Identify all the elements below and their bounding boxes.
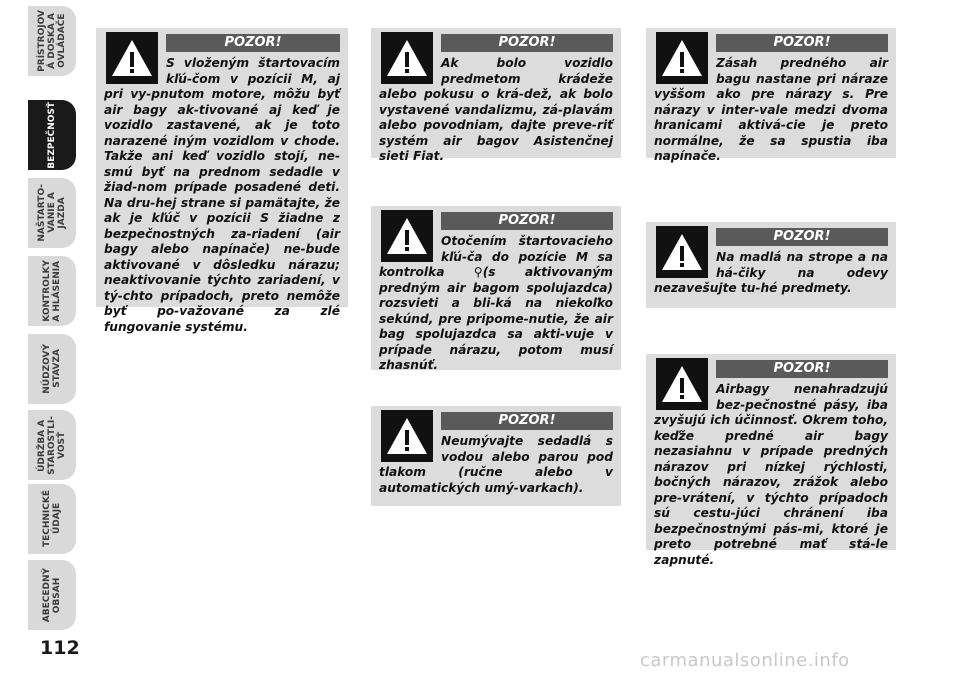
tab-bezpecnost[interactable] [28,100,76,170]
tab-pristrojova-doska[interactable] [28,6,76,76]
tab-label: ABECEDNÝ OBSAH [42,567,62,623]
warning-triangle-icon [381,32,433,84]
warning-box [371,28,621,163]
tab-label: NAŠTARTO- VANIE A JAZDA [37,184,67,242]
tab-nudzovy-stav[interactable] [28,334,76,404]
warning-triangle-icon [656,226,708,278]
tab-label: ÚDRŽBA A STAROSTLI- VOSŤ [37,415,67,475]
warning-box [646,354,896,567]
tab-label: TECHNICKÉ ÚDAJE [42,490,62,548]
warning-text [104,56,340,335]
tab-label: KONTROLKY A HLÁSENIA [42,260,62,322]
warning-title: POZOR! [441,34,613,52]
warning-triangle-icon [656,32,708,84]
warning-title: POZOR! [716,228,888,246]
warning-box [646,222,896,308]
warning-triangle-icon [381,210,433,262]
warning-title: POZOR! [441,412,613,430]
warning-text-content: Neumývajte sedadlá s vodou alebo parou pod tlakom (ručne alebo v automatických umý-varkach). [379,434,613,495]
warning-triangle-icon [656,358,708,410]
warning-box [646,28,896,163]
tab-nastartovanie[interactable] [28,178,76,248]
warning-title: POZOR! [166,34,340,52]
warning-title: POZOR! [716,34,888,52]
warning-text-content: Otočením štartovacieho kľú-ča do pozície M sa kontrolka ⚲(s aktivovaným predným air bagom spolujazdca) rozsvieti a bli-ká na niekoľko sekúnd, pre pripome-nutie, že air bag spolujazdca sa akti-vuje v prípade nárazu, potom musí zhasnúť. [379,234,613,372]
warning-text-content: Airbagy nenahradzujú bez-pečnostné pásy, iba zvyšujú ich účinnosť. Okrem toho, keďže predné air bagy nezasiahnu v prípade predných nárazov pri nízkej rýchlosti, bočných nárazov, zrážok alebo pre-vrátení, v týchto prípadoch sú cestu-júci chránení iba bezpečnostnými pás-mi, ktoré je preto potrebné mať stá-le zapnuté. [654,382,888,567]
warning-box [371,206,621,370]
warning-text-content: Na madlá na strope a na há-čiky na odevy nezavešujte tu-hé predmety. [654,250,888,295]
tab-label: BEZPEČNOSŤ [47,101,57,169]
warning-text-content: S vloženým štartovacím kľú-čom v pozícii M, aj pri vy-pnutom motore, môžu byť air bagy ak-tivované aj keď je vozidlo zastavené, ak je toto narazené iným vozidlom v chode. Takže ani keď vozidlo stojí, ne-smú byť na prednom sedadle v žiad-nom prípade posadené deti. Na dru-hej strane si pamätajte, že ak je kľúč v pozícii S žiadne z bezpečnostných za-riadení (air bagy alebo napínače) ne-bude aktivované v dôsledku nárazu; neaktivovanie týchto zariadení, v tý-chto prípadoch, preto nemôže byť po-važované za zlé fungovanie systému. [104,56,340,334]
tab-abecedny-obsah[interactable] [28,560,76,630]
warning-triangle-icon [381,410,433,462]
warning-text-content: Ak bolo vozidlo predmetom krádeže alebo pokusu o krá-dež, ak bolo vystavené vandalizmu, zá-plavám alebo povodniam, dajte preve-riť systém air bagov Asistenčnej sieti Fiat. [379,56,613,163]
tab-label: NÚDZOVÝ STAVZA [42,344,62,394]
warning-box [371,406,621,506]
tab-label: PRÍSTROJOV Á DOSKA A OVLÁDAČE [37,10,67,72]
warning-triangle-icon [106,32,158,84]
warning-text-content: Zásah predného air bagu nastane pri náraze vyššom ako pre nárazy s. Pre nárazy v inter-vale medzi dvoma hranicami aktivá-cie je preto normálne, že sa spustia iba napínače. [654,56,888,163]
warning-box [96,28,348,334]
tab-kontrolky[interactable] [28,256,76,326]
warning-title: POZOR! [441,212,613,230]
tab-udrzba[interactable] [28,410,76,480]
tab-technicke-udaje[interactable] [28,484,76,554]
page-number: 112 [40,637,80,659]
warning-title: POZOR! [716,360,888,378]
watermark: carmanualsonline.info [640,650,850,671]
